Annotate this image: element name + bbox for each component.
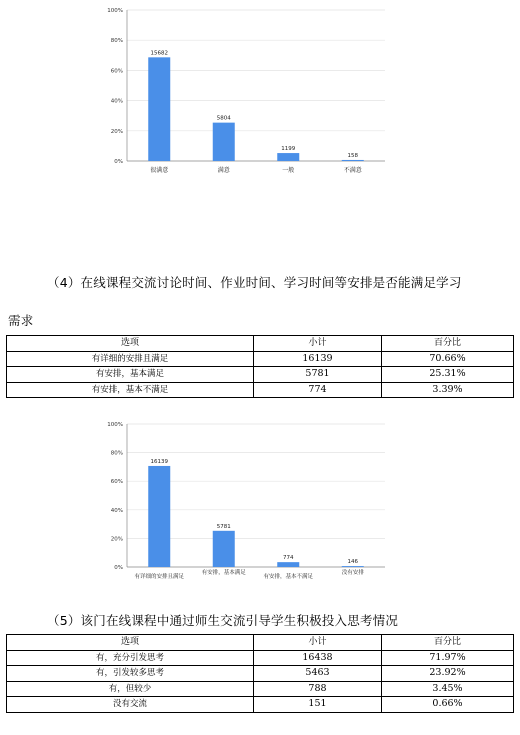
y-tick-label: 80%	[110, 38, 123, 45]
table-row	[7, 382, 514, 398]
cell-count: 5781	[254, 367, 382, 383]
cell-count: 16438	[254, 650, 382, 666]
y-tick-label: 60%	[110, 479, 123, 486]
bar	[148, 57, 170, 161]
section4-heading-line1: （4）在线课程交流讨论时间、作业时间、学习时间等安排是否能满足学习	[47, 275, 462, 290]
data-label: 774	[283, 555, 294, 562]
cell-count: 5463	[254, 666, 382, 682]
cell-percent: 3.39%	[382, 382, 514, 398]
data-label: 15682	[150, 50, 168, 57]
data-label: 16139	[150, 458, 168, 465]
chart-svg	[95, 416, 395, 594]
bar	[342, 566, 364, 567]
header-count: 小计	[254, 635, 382, 651]
cell-option: 没有交流	[7, 697, 254, 713]
y-tick-label: 0%	[114, 159, 123, 165]
cell-option: 有安排，基本满足	[7, 367, 254, 383]
data-label: 158	[347, 152, 358, 159]
y-tick-label: 100%	[107, 422, 123, 428]
cell-option: 有，充分引发思考	[7, 650, 254, 666]
table-row	[7, 681, 514, 697]
x-tick-label: 很满意	[150, 167, 169, 174]
x-tick-label: 有安排，基本满足	[201, 570, 246, 576]
cell-count: 151	[254, 697, 382, 713]
cell-option: 有安排，基本不满足	[7, 382, 254, 398]
y-tick-label: 40%	[110, 507, 123, 514]
bar	[342, 160, 364, 161]
chart-svg	[95, 2, 395, 182]
x-tick-label: 有详细的安排且满足	[134, 574, 185, 580]
table-header-row	[7, 635, 514, 651]
cell-percent: 3.45%	[382, 681, 514, 697]
cell-percent: 0.66%	[382, 697, 514, 713]
y-tick-label: 20%	[110, 536, 123, 543]
cell-percent: 71.97%	[382, 650, 514, 666]
x-tick-label: 一般	[282, 167, 295, 174]
section5-table	[6, 634, 514, 713]
y-tick-label: 20%	[110, 128, 123, 135]
y-tick-label: 60%	[110, 68, 123, 75]
cell-percent: 23.92%	[382, 666, 514, 682]
table-row	[7, 367, 514, 383]
data-label: 5781	[216, 523, 231, 530]
bar	[213, 123, 235, 161]
bar	[277, 562, 299, 567]
table-header-row	[7, 336, 514, 352]
header-option: 选项	[7, 635, 254, 651]
table-row	[7, 650, 514, 666]
data-label: 1199	[281, 146, 296, 153]
header-percent: 百分比	[382, 635, 514, 651]
bar	[277, 153, 299, 161]
section4-table	[6, 335, 514, 398]
table-row	[7, 697, 514, 713]
y-tick-label: 0%	[114, 565, 123, 571]
cell-option: 有，引发较多思考	[7, 666, 254, 682]
header-percent: 百分比	[382, 336, 514, 352]
bar	[148, 466, 170, 567]
cell-count: 774	[254, 382, 382, 398]
bar-chart-schedule	[95, 416, 395, 594]
cell-percent: 25.31%	[382, 367, 514, 383]
bar-chart-satisfaction	[95, 2, 395, 182]
x-tick-label: 没有安排	[341, 570, 364, 576]
cell-option: 有详细的安排且满足	[7, 351, 254, 367]
cell-option: 有，但较少	[7, 681, 254, 697]
y-tick-label: 80%	[110, 450, 123, 457]
cell-percent: 70.66%	[382, 351, 514, 367]
cell-count: 16139	[254, 351, 382, 367]
x-tick-label: 不满意	[343, 167, 362, 174]
table-row	[7, 666, 514, 682]
section4-heading-line2: 需求	[8, 313, 34, 328]
cell-count: 788	[254, 681, 382, 697]
data-label: 146	[347, 559, 358, 566]
x-tick-label: 有安排，基本不满足	[263, 574, 314, 580]
bar	[213, 531, 235, 567]
header-option: 选项	[7, 336, 254, 352]
y-tick-label: 40%	[110, 98, 123, 105]
data-label: 5804	[216, 115, 231, 122]
header-count: 小计	[254, 336, 382, 352]
x-tick-label: 满意	[217, 167, 230, 174]
table-row	[7, 351, 514, 367]
section5-heading: （5）该门在线课程中通过师生交流引导学生积极投入思考情况	[47, 613, 399, 628]
y-tick-label: 100%	[107, 8, 123, 14]
